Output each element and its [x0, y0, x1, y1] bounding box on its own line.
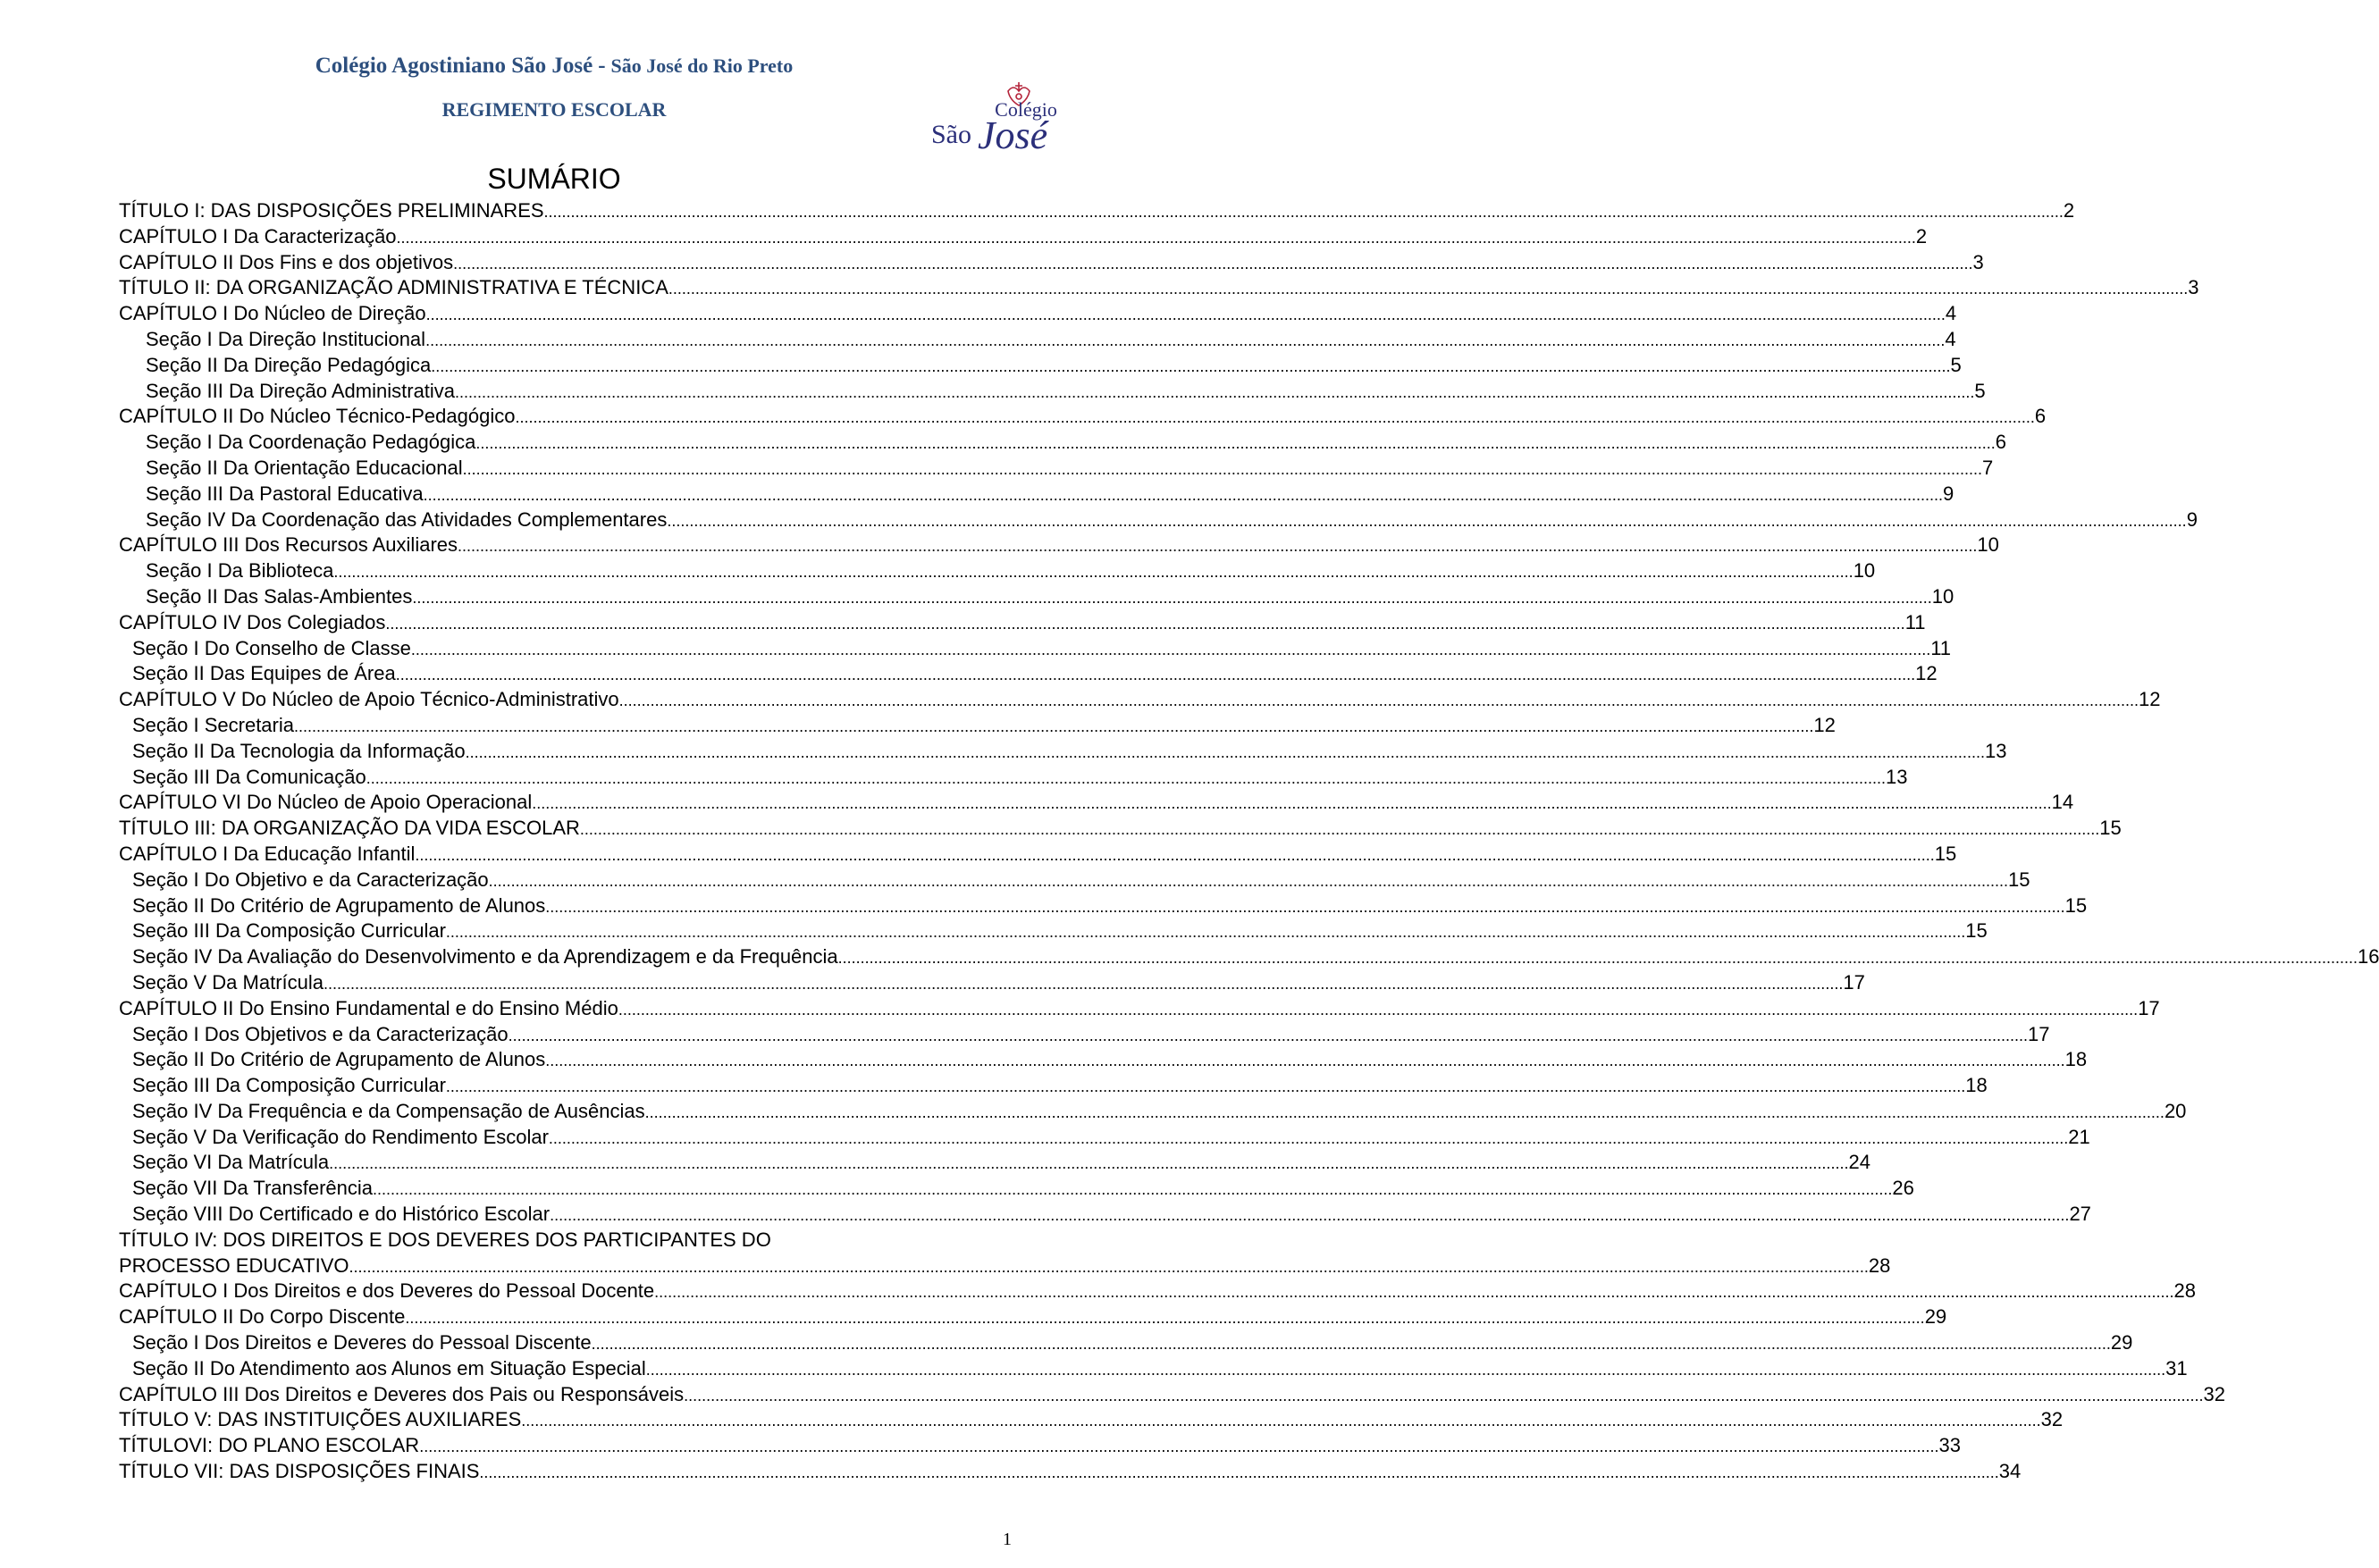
- toc-entry-label: Seção III Da Composição Curricular: [132, 919, 446, 943]
- toc-dot-leader: [415, 843, 1934, 868]
- toc-entry-page: 15: [2064, 893, 2088, 917]
- toc-dot-leader: [549, 1126, 2068, 1152]
- toc-entry[interactable]: [119, 739, 2007, 765]
- toc-entry-label: Seção II Do Critério de Agrupamento de Alunos: [132, 1048, 546, 1071]
- toc-dot-leader: [475, 431, 1995, 457]
- toc-entry-label: Seção IV Da Coordenação das Atividades Complementares: [146, 507, 668, 531]
- toc-entry[interactable]: [119, 1202, 2091, 1228]
- toc-entry-label: Seção V Da Verificação do Rendimento Escolar: [132, 1125, 549, 1148]
- toc-dot-leader: [426, 302, 1946, 328]
- toc-entry-wrapped-line[interactable]: [119, 1228, 1013, 1254]
- toc-dot-leader: [550, 1203, 2069, 1228]
- toc-entry[interactable]: [119, 1073, 1988, 1099]
- toc-entry-label: Seção II Da Orientação Educacional: [146, 456, 463, 479]
- page-number: 1: [1003, 1530, 1012, 1549]
- toc-entry-label: Seção I Do Objetivo e da Caracterização: [132, 868, 489, 891]
- toc-entry[interactable]: [119, 1125, 2090, 1151]
- toc-entry[interactable]: [119, 996, 2160, 1022]
- toc-entry[interactable]: [119, 1407, 2064, 1433]
- toc-entry-page: 24: [1848, 1151, 1870, 1174]
- toc-entry-label: Seção I Secretaria: [132, 713, 294, 736]
- toc-entry-page: 32: [2040, 1408, 2064, 1431]
- toc-entry-label: Seção II Da Direção Pedagógica: [146, 353, 432, 376]
- toc-entry-page: 9: [2186, 507, 2198, 531]
- toc-entry-page: 15: [2008, 868, 2030, 891]
- toc-dot-leader: [667, 508, 2186, 534]
- toc-entry-label: CAPÍTULO II Do Ensino Fundamental e do Ensino Médio: [119, 996, 618, 1019]
- toc-entry-page: 27: [2069, 1203, 2091, 1226]
- toc-entry-page: 4: [1945, 302, 1957, 325]
- toc-entry[interactable]: [119, 687, 2161, 713]
- toc-entry[interactable]: [119, 790, 2074, 816]
- toc-dot-leader: [424, 482, 1943, 508]
- toc-entry-page: 28: [1868, 1254, 1891, 1277]
- toc-entry[interactable]: [119, 1279, 2196, 1304]
- toc-dot-leader: [545, 1048, 2064, 1074]
- toc-entry[interactable]: [119, 507, 2198, 533]
- toc-dot-leader: [544, 199, 2064, 225]
- toc-dot-leader: [455, 380, 1974, 406]
- toc-dot-leader: [349, 1254, 1869, 1280]
- toc-entry-page: 9: [1942, 482, 1954, 505]
- toc-entry-page: 17: [2028, 1022, 2050, 1045]
- toc-entry[interactable]: [119, 275, 2199, 301]
- toc-entry-label: Seção II Das Equipes de Área: [132, 662, 396, 685]
- toc-entry-label: Seção VII Da Transferência: [132, 1177, 374, 1200]
- toc-dot-leader: [446, 919, 1965, 945]
- toc-entry[interactable]: [119, 224, 1928, 250]
- toc-entry-page: 29: [2110, 1331, 2133, 1354]
- toc-entry-page: 33: [1938, 1434, 1962, 1457]
- toc-entry-page: 3: [2188, 276, 2199, 299]
- toc-entry[interactable]: [119, 301, 1957, 327]
- logo-bottom-left: São: [931, 120, 971, 149]
- toc-entry-label: PROCESSO EDUCATIVO: [119, 1254, 349, 1277]
- toc-entry-label: TÍTULO V: DAS INSTITUIÇÕES AUXILIARES: [119, 1408, 522, 1431]
- toc-entry[interactable]: [119, 1047, 2088, 1073]
- table-of-contents: [119, 198, 2379, 1485]
- toc-heading: SUMÁRIO: [487, 163, 621, 195]
- toc-dot-leader: [425, 328, 1945, 354]
- toc-entry-label: CAPÍTULO I Da Caracterização: [119, 224, 397, 247]
- toc-entry-label: Seção I Da Biblioteca: [146, 559, 334, 583]
- toc-entry-page: 16: [2358, 945, 2379, 968]
- heading-separator: -: [598, 54, 606, 78]
- toc-entry-page: 28: [2173, 1279, 2196, 1303]
- toc-dot-leader: [397, 225, 1916, 251]
- toc-dot-leader: [668, 276, 2188, 302]
- toc-entry[interactable]: [119, 944, 2379, 970]
- toc-dot-leader: [580, 817, 2099, 843]
- toc-entry-label: CAPÍTULO II Do Núcleo Técnico-Pedagógico: [119, 405, 516, 428]
- toc-entry-page: 17: [1843, 970, 1865, 994]
- toc-entry-page: 18: [2064, 1048, 2088, 1071]
- document-title: REGIMENTO ESCOLAR: [441, 98, 667, 121]
- toc-entry[interactable]: [119, 1356, 2188, 1382]
- toc-entry[interactable]: [119, 430, 2006, 456]
- toc-entry-label: Seção II Da Tecnologia da Informação: [132, 739, 466, 762]
- toc-entry-page: 18: [1965, 1074, 1988, 1097]
- toc-dot-leader: [521, 1408, 2040, 1434]
- toc-entry[interactable]: [119, 1304, 1947, 1330]
- toc-dot-leader: [545, 894, 2064, 920]
- toc-entry[interactable]: [119, 765, 1908, 791]
- toc-dot-leader: [324, 971, 1843, 997]
- toc-entry-page: 15: [1934, 842, 1957, 865]
- toc-dot-leader: [838, 945, 2358, 971]
- toc-entry[interactable]: [119, 970, 1865, 996]
- toc-entry-page: 3: [1972, 250, 1984, 273]
- toc-entry-page: 7: [1982, 456, 1994, 479]
- toc-dot-leader: [458, 533, 1977, 559]
- toc-entry-page: 10: [1931, 584, 1954, 608]
- toc-entry-page: 10: [1853, 559, 1876, 583]
- toc-entry-label: CAPÍTULO I Do Núcleo de Direção: [119, 302, 426, 325]
- toc-entry-label: Seção I Da Coordenação Pedagógica: [146, 431, 476, 454]
- school-heading: [0, 54, 1108, 79]
- toc-entry[interactable]: [119, 610, 1926, 636]
- toc-entry-page: 11: [1930, 636, 1952, 659]
- toc-entry[interactable]: [119, 636, 1952, 662]
- toc-entry[interactable]: [119, 661, 1938, 687]
- toc-entry[interactable]: [119, 816, 2122, 842]
- toc-entry-page: 13: [1984, 739, 2007, 762]
- toc-entry[interactable]: [119, 893, 2088, 919]
- toc-entry-page: 12: [1813, 713, 1836, 736]
- toc-entry-label: Seção I Do Conselho de Classe: [132, 636, 411, 659]
- toc-dot-leader: [373, 1177, 1892, 1203]
- toc-dot-leader: [592, 1331, 2111, 1357]
- toc-entry[interactable]: [119, 404, 2047, 430]
- toc-entry[interactable]: [119, 713, 1836, 739]
- toc-entry[interactable]: [119, 558, 1876, 584]
- page-header: [0, 0, 1108, 170]
- toc-entry[interactable]: [119, 1382, 2225, 1408]
- toc-dot-leader: [329, 1151, 1848, 1177]
- toc-dot-leader: [466, 740, 1985, 766]
- toc-entry-label: Seção III Da Composição Curricular: [132, 1074, 446, 1097]
- toc-entry[interactable]: [119, 532, 1999, 558]
- toc-entry-page: 14: [2051, 791, 2074, 814]
- toc-entry[interactable]: [119, 250, 1984, 276]
- toc-entry-label: Seção III Da Pastoral Educativa: [146, 482, 424, 505]
- school-city: São José do Rio Preto: [610, 55, 794, 77]
- toc-dot-leader: [405, 1305, 1924, 1331]
- toc-dot-leader: [411, 637, 1930, 663]
- toc-dot-leader: [412, 585, 1931, 611]
- toc-entry-label: CAPÍTULO II Dos Fins e dos objetivos: [119, 250, 454, 273]
- toc-entry-page: 29: [1924, 1305, 1947, 1329]
- toc-entry-page: 21: [2068, 1125, 2090, 1148]
- toc-dot-leader: [532, 791, 2051, 817]
- toc-dot-leader: [366, 766, 1886, 792]
- toc-entry-label: CAPÍTULO III Dos Recursos Auxiliares: [119, 533, 458, 557]
- toc-entry-label: CAPÍTULO I Dos Direitos e dos Deveres do Pessoal Docente: [119, 1279, 655, 1303]
- toc-entry[interactable]: [119, 482, 1954, 507]
- toc-entry-label: CAPÍTULO III Dos Direitos e Deveres dos Pais ou Responsáveis: [119, 1382, 685, 1405]
- toc-entry[interactable]: [119, 353, 1962, 379]
- toc-entry[interactable]: [119, 198, 2075, 224]
- toc-entry-label: Seção V Da Matrícula: [132, 970, 324, 994]
- toc-entry-label: Seção I Da Direção Institucional: [146, 327, 426, 350]
- toc-dot-leader: [479, 1460, 1998, 1486]
- toc-entry-page: 26: [1892, 1177, 1914, 1200]
- school-logo: [929, 79, 1057, 164]
- toc-entry[interactable]: [119, 868, 2030, 893]
- toc-dot-leader: [446, 1074, 1965, 1100]
- toc-entry-label: CAPÍTULO VI Do Núcleo de Apoio Operacional: [119, 791, 533, 814]
- toc-entry[interactable]: [119, 1150, 1870, 1176]
- toc-dot-leader: [294, 714, 1813, 740]
- toc-entry-page: 12: [1915, 662, 1938, 685]
- school-name: Colégio Agostiniano São José: [315, 54, 593, 78]
- toc-entry-label: CAPÍTULO V Do Núcleo de Apoio Técnico-Administrativo: [119, 688, 619, 711]
- toc-entry[interactable]: [119, 1459, 2022, 1485]
- toc-entry-label: Seção VI Da Matrícula: [132, 1151, 330, 1174]
- toc-entry-label: CAPÍTULO I Da Educação Infantil: [119, 842, 416, 865]
- toc-entry-page: 34: [1998, 1460, 2022, 1483]
- toc-dot-leader: [515, 405, 2034, 431]
- toc-dot-leader: [618, 997, 2138, 1023]
- toc-dot-leader: [645, 1100, 2165, 1126]
- toc-entry[interactable]: [119, 1176, 1914, 1202]
- toc-entry[interactable]: [119, 379, 1986, 405]
- toc-entry-page: 2: [2063, 199, 2075, 222]
- toc-entry-label: TÍTULO I: DAS DISPOSIÇÕES PRELIMINARES: [119, 199, 544, 222]
- toc-entry-label: Seção IV Da Frequência e da Compensação de Ausências: [132, 1099, 645, 1122]
- toc-dot-leader: [431, 354, 1950, 380]
- toc-dot-leader: [385, 611, 1904, 637]
- toc-dot-leader: [509, 1023, 2028, 1049]
- toc-entry[interactable]: [119, 1254, 1891, 1279]
- toc-entry-page: 4: [1945, 327, 1956, 350]
- toc-entry[interactable]: [119, 1099, 2187, 1125]
- toc-entry-label: Seção I Dos Objetivos e da Caracterização: [132, 1022, 509, 1045]
- toc-dot-leader: [396, 662, 1915, 688]
- toc-entry-label: TÍTULO IV: DOS DIREITOS E DOS DEVERES DOS PARTICIPANTES DO: [119, 1228, 771, 1251]
- toc-entry[interactable]: [119, 584, 1954, 610]
- toc-entry-page: 6: [1995, 431, 2006, 454]
- toc-entry-label: Seção II Do Critério de Agrupamento de Alunos: [132, 893, 546, 917]
- toc-dot-leader: [489, 868, 2008, 894]
- toc-entry-label: Seção II Das Salas-Ambientes: [146, 584, 413, 608]
- toc-entry-label: Seção I Dos Direitos e Deveres do Pessoal Discente: [132, 1331, 592, 1354]
- toc-entry-label: Seção VIII Do Certificado e do Histórico Escolar: [132, 1203, 551, 1226]
- toc-dot-leader: [654, 1279, 2173, 1305]
- toc-entry-label: Seção II Do Atendimento aos Alunos em Situação Especial: [132, 1356, 646, 1379]
- toc-entry-label: Seção III Da Comunicação: [132, 765, 366, 788]
- toc-entry-label: CAPÍTULO II Do Corpo Discente: [119, 1305, 406, 1329]
- toc-entry-page: 5: [1950, 353, 1962, 376]
- toc-entry-page: 10: [1977, 533, 1999, 557]
- toc-entry-label: TÍTULO III: DA ORGANIZAÇÃO DA VIDA ESCOLAR: [119, 817, 580, 840]
- toc-dot-leader: [646, 1357, 2165, 1383]
- logo-bottom-right: José: [978, 113, 1048, 157]
- toc-entry-label: TÍTULO II: DA ORGANIZAÇÃO ADMINISTRATIVA E TÉCNICA: [119, 276, 668, 299]
- toc-dot-leader: [463, 457, 1982, 482]
- logo-top-text: Colégio: [995, 98, 1057, 121]
- toc-entry-page: 15: [2099, 817, 2122, 840]
- toc-entry[interactable]: [119, 842, 1957, 868]
- toc-entry-label: Seção III Da Direção Administrativa: [146, 379, 456, 402]
- toc-entry-page: 11: [1904, 610, 1926, 633]
- toc-entry[interactable]: [119, 327, 1956, 353]
- toc-entry-page: 32: [2203, 1382, 2225, 1405]
- toc-entry-label: CAPÍTULO IV Dos Colegiados: [119, 610, 386, 633]
- toc-entry-label: TÍTULOVI: DO PLANO ESCOLAR: [119, 1434, 420, 1457]
- toc-entry-page: 6: [2034, 405, 2047, 428]
- toc-entry-label: TÍTULO VII: DAS DISPOSIÇÕES FINAIS: [119, 1460, 480, 1483]
- toc-entry-page: 31: [2165, 1356, 2188, 1379]
- toc-entry-page: 15: [1965, 919, 1988, 943]
- toc-dot-leader: [333, 559, 1853, 585]
- toc-entry[interactable]: [119, 1433, 1962, 1459]
- toc-entry[interactable]: [119, 1330, 2133, 1356]
- toc-entry-page: 20: [2164, 1099, 2187, 1122]
- toc-entry[interactable]: [119, 918, 1988, 944]
- toc-dot-leader: [419, 1434, 1938, 1460]
- toc-entry-label: Seção IV Da Avaliação do Desenvolvimento e da Aprendizagem e da Frequência: [132, 945, 838, 968]
- toc-dot-leader: [684, 1383, 2203, 1409]
- toc-dot-leader: [453, 251, 1972, 277]
- toc-entry[interactable]: [119, 1022, 2050, 1048]
- toc-entry-page: 13: [1886, 765, 1908, 788]
- toc-entry[interactable]: [119, 456, 1994, 482]
- toc-entry-page: 2: [1915, 224, 1928, 247]
- toc-entry-page: 12: [2138, 688, 2161, 711]
- toc-dot-leader: [619, 688, 2139, 714]
- toc-entry-page: 17: [2138, 996, 2160, 1019]
- toc-entry-page: 5: [1974, 379, 1986, 402]
